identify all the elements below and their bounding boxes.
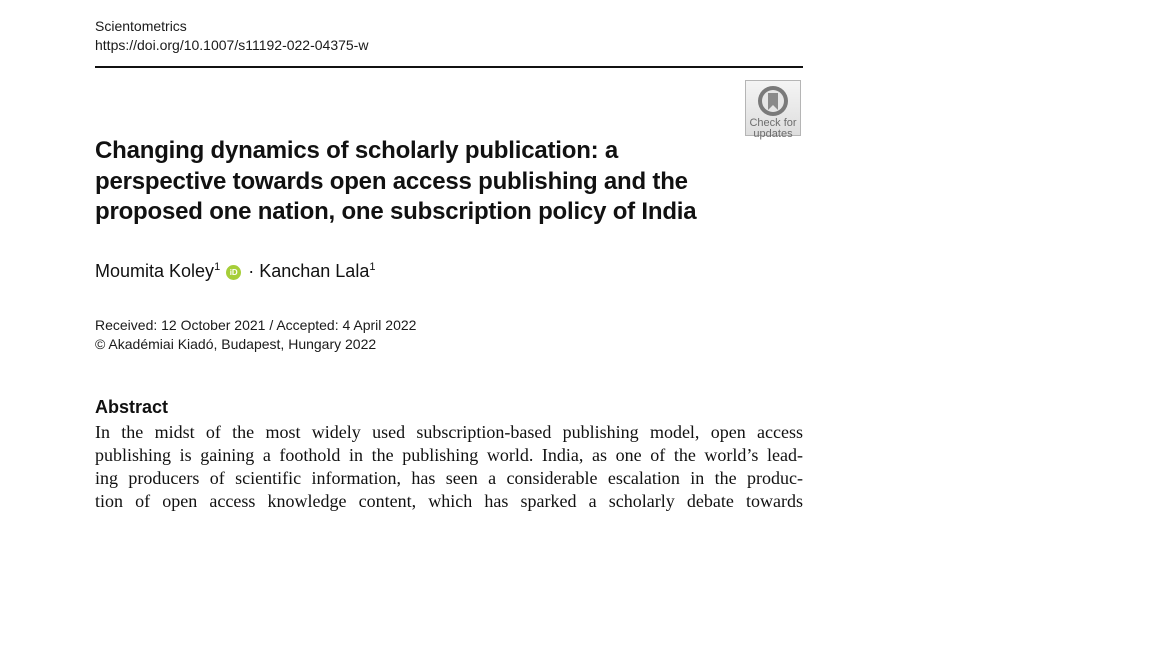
- abstract-line: In the midst of the most widely used subscription-based publishing model, open access: [95, 422, 803, 442]
- check-for-updates-badge[interactable]: [745, 80, 801, 140]
- author-affiliation: 1: [214, 261, 221, 273]
- received-dates: Received: 12 October 2021 / Accepted: 4 April 2022: [95, 317, 417, 333]
- bookmark-icon: [756, 84, 790, 118]
- author-affiliation: 1: [369, 261, 376, 273]
- author-separator: ·: [248, 261, 255, 281]
- abstract-line: ing producers of scientific information, has seen a considerable escalation in the produc-: [95, 468, 803, 488]
- copyright-notice: © Akadémiai Kiadó, Budapest, Hungary 2022: [95, 336, 377, 352]
- abstract-line: tion of open access knowledge content, which has sparked a scholarly debate towards: [95, 491, 803, 511]
- badge-line-2: updates: [753, 128, 793, 140]
- header-divider: [95, 66, 803, 68]
- abstract-line: publishing is gaining a foothold in the publishing world. India, as one of the world’s lead-: [95, 445, 803, 465]
- journal-name: Scientometrics: [95, 18, 187, 34]
- doi-link[interactable]: https://doi.org/10.1007/s11192-022-04375-w: [95, 37, 369, 53]
- article-title: Changing dynamics of scholarly publication: a perspective towards open access publishing and the proposed one nation, one subscription policy of India: [95, 137, 697, 225]
- author-name[interactable]: Kanchan Lala: [259, 261, 370, 281]
- badge-line-1: Check for: [749, 117, 797, 129]
- abstract-heading: Abstract: [95, 397, 169, 417]
- author-list: [95, 259, 375, 283]
- orcid-icon[interactable]: iD: [226, 265, 241, 280]
- author-name[interactable]: Moumita Koley: [95, 261, 215, 281]
